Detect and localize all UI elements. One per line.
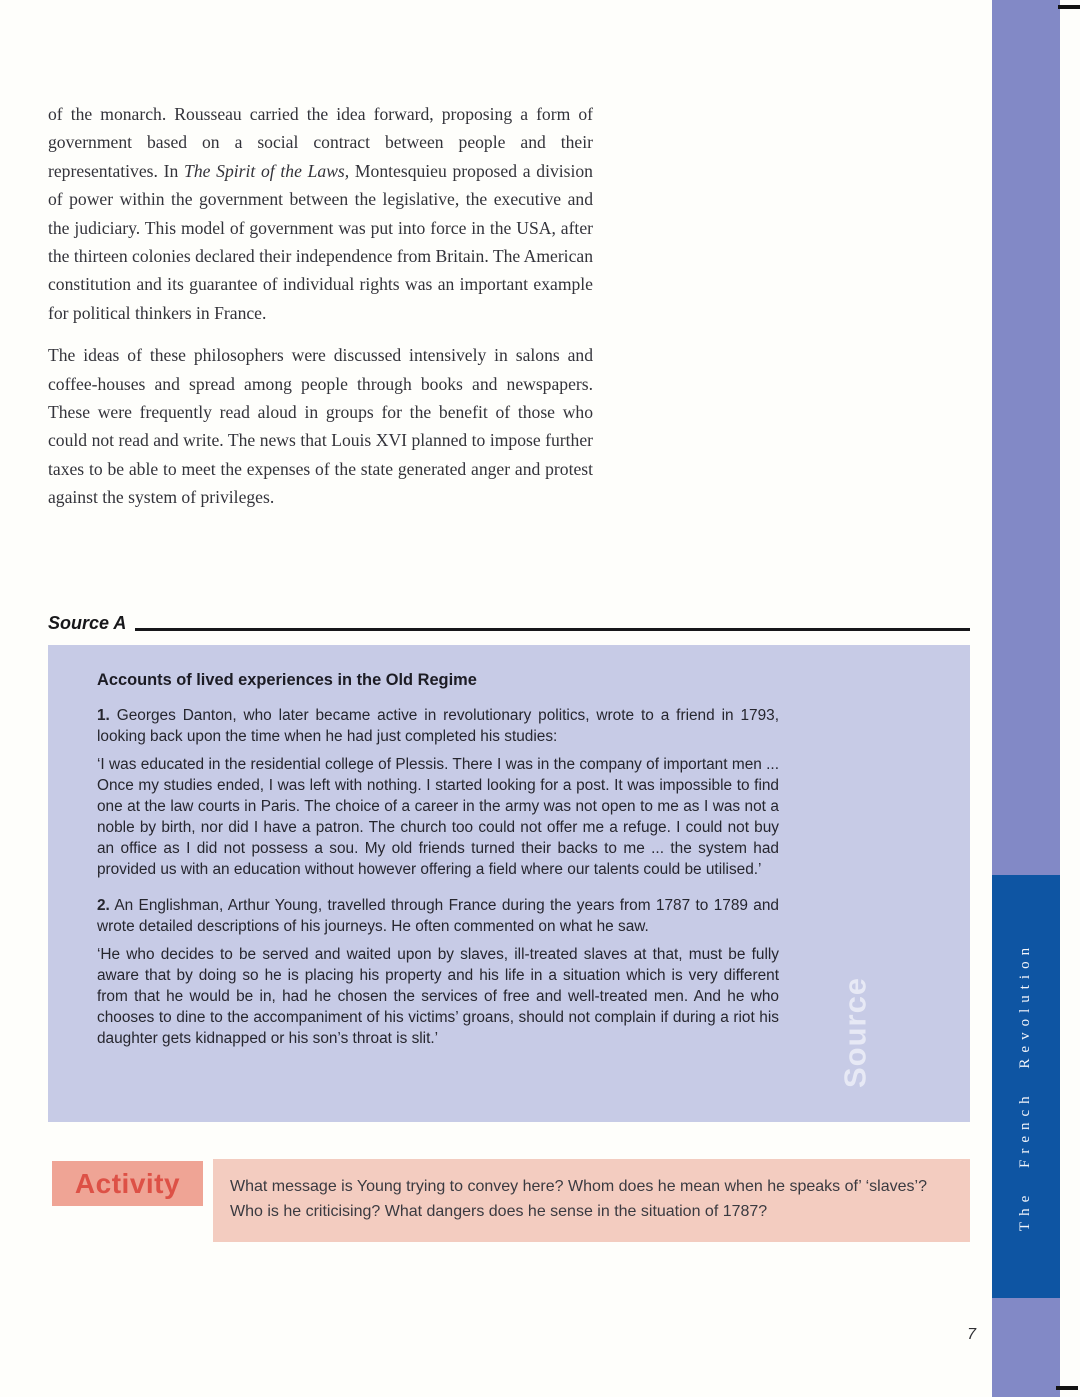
body-text-column xyxy=(48,100,593,512)
source-item-intro-text: An Englishman, Arthur Young, travelled through France during the years from 1787 to 1789 and wrote detailed descriptions of his journeys. He often commented on what he saw. xyxy=(97,897,779,935)
chapter-title-vertical: The French Revolution xyxy=(1017,941,1034,1232)
crop-mark-bottom-right xyxy=(1056,1386,1078,1390)
source-a-heading-row xyxy=(48,612,970,634)
source-item-1-intro xyxy=(97,705,779,747)
source-a-rule-line xyxy=(135,628,970,631)
paragraph-text: Montesquieu proposed a division of power within the government between the legislative, the executive and the judiciary. This model of government was put into force in the USA, after the thirteen colonies declared their independence from Britain. The American constitution and its guarantee of individual rights was an important example for political thinkers in France. xyxy=(48,160,593,323)
source-box xyxy=(48,645,970,1122)
crop-mark-top-right xyxy=(1058,5,1080,9)
source-item-intro-text: Georges Danton, who later became active in revolutionary politics, wrote to a friend in 1793, looking back upon the time when he had just completed his studies: xyxy=(97,707,779,745)
source-box-heading: Accounts of lived experiences in the Old Regime xyxy=(97,671,477,689)
source-item-2-quote: ‘He who decides to be served and waited upon by slaves, ill-treated slaves at that, must be fully aware that by doing so he is placing his property and his life in a situation which is very different from that he would be in, had he chosen the services of free and well-treated men. And he who chooses to dine to the accompaniment of his victims’ groans, should not complain if during a riot his daughter gets kidnapped or his son’s throat is slit.’ xyxy=(97,946,779,1047)
book-title-spirit-of-the-laws: The Spirit of the Laws, xyxy=(184,160,350,181)
source-vertical-watermark: Source xyxy=(837,976,872,1089)
page-number: 7 xyxy=(967,1326,976,1343)
activity-question-text: What message is Young trying to convey here? Whom does he mean when he speaks of’ ‘slaves’? Who is he criticising? What dangers does he sense in the situation of 1787? xyxy=(230,1178,927,1220)
source-item-number: 2. xyxy=(97,897,110,914)
chapter-sidebar-title-band xyxy=(992,875,1060,1298)
chapter-sidebar xyxy=(992,0,1060,1397)
paragraph-text: of the monarch. Rousseau carried the idea forward, proposing a form of government based on a social contract between people and their representatives. In xyxy=(48,104,593,181)
source-item-1-quote: ‘I was educated in the residential college of Plessis. There I was in the company of important men ... Once my studies ended, I was left with nothing. I started looking for a post. It was impossible to find one at the law courts in Paris. The choice of a career in the army was not open to me as I was not a noble by birth, nor did I have a patron. The church too could not offer me a refuge. I could not buy an office as I did not possess a sou. My old friends turned their backs to me ... the system had provided us with an education without however offering a field where our talents could be utilised.’ xyxy=(97,756,779,878)
paragraph-philosophers-government xyxy=(48,100,593,327)
source-box-content xyxy=(97,670,779,1064)
activity-question-box xyxy=(213,1159,970,1242)
source-a-label: Source A xyxy=(48,613,127,633)
source-item-number: 1. xyxy=(97,707,110,724)
activity-label: Activity xyxy=(52,1161,203,1206)
paragraph-salons-coffee-houses: The ideas of these philosophers were discussed intensively in salons and coffee-houses and spread among people through books and newspapers. These were frequently read aloud in groups for the benefit of those who could not read and write. The news that Louis XVI planned to impose further taxes to be able to meet the expenses of the state generated anger and protest against the system of privileges. xyxy=(48,345,593,508)
source-item-2-intro xyxy=(97,895,779,937)
